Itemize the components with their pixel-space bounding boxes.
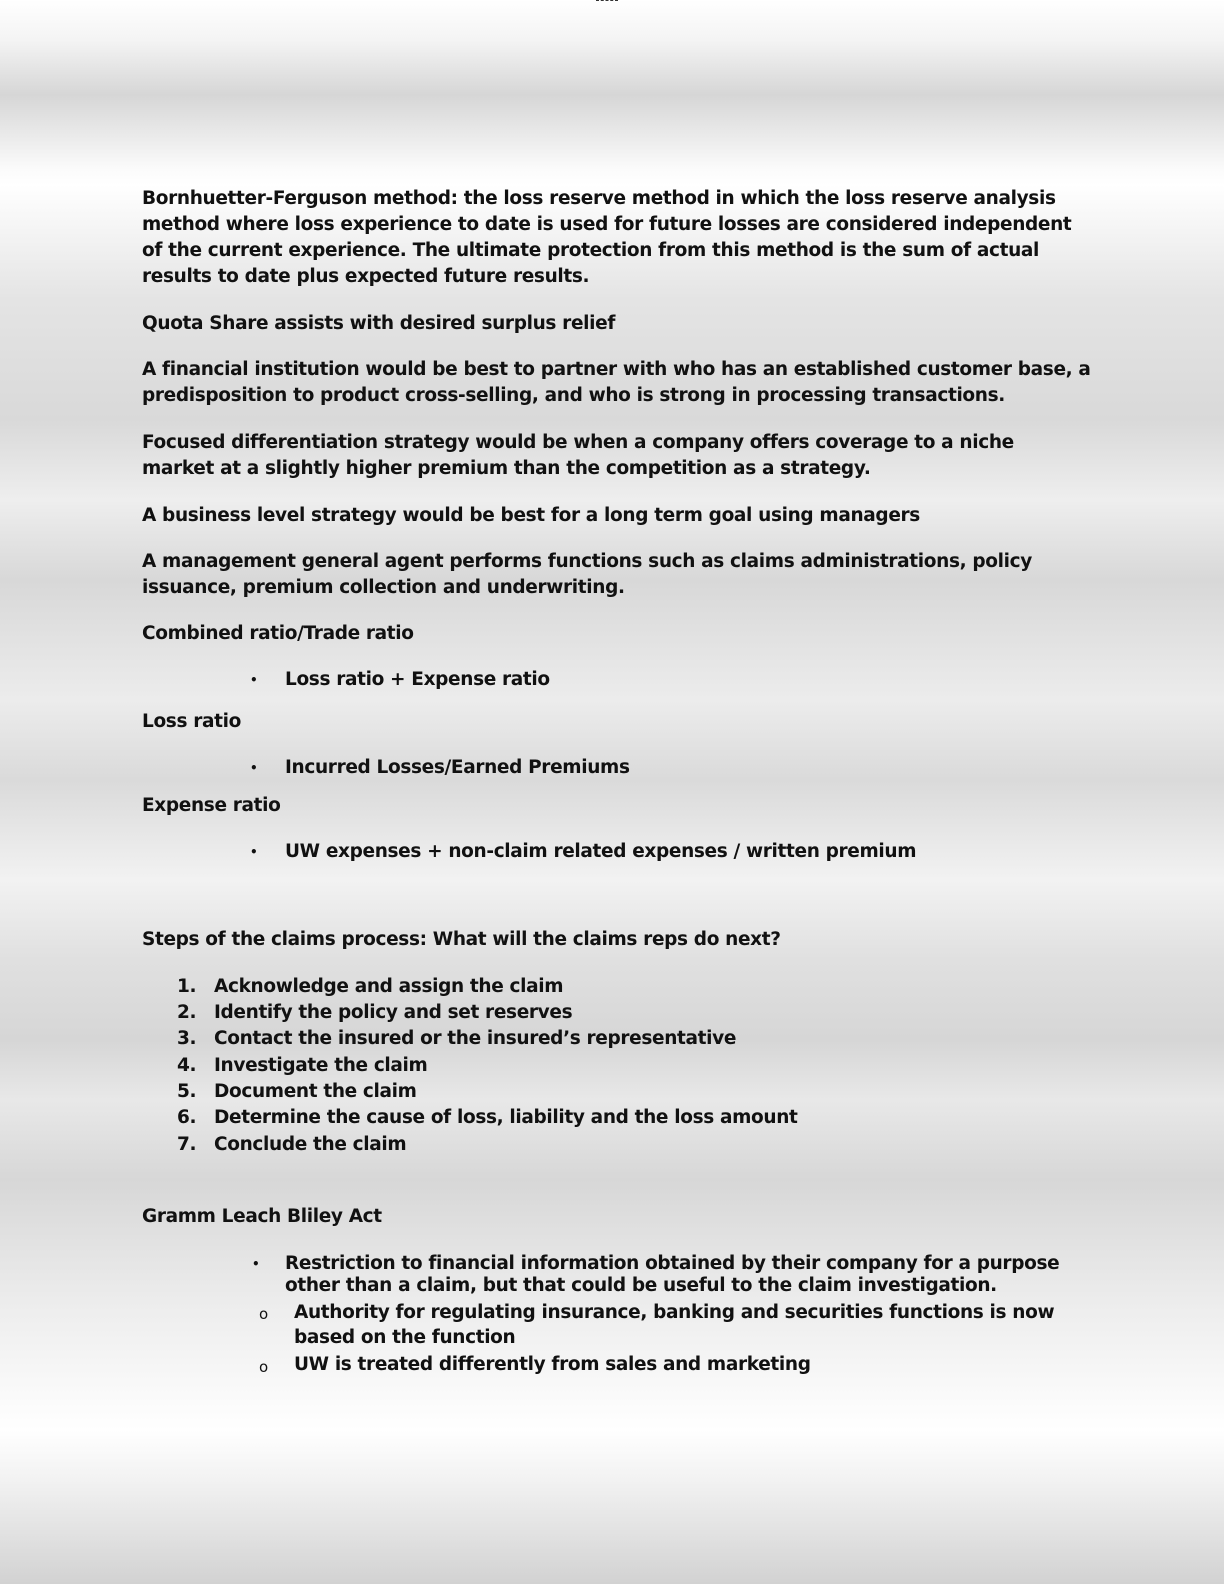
bullet-icon: • [250, 673, 258, 687]
step-text: Document the claim [214, 1081, 417, 1102]
bullet-text: UW expenses + non-claim related expenses / written premium [285, 841, 917, 862]
text-line: predisposition to product cross-selling, and who is strong in processing transactions. [142, 385, 1005, 406]
paragraph-quota-share: Quota Share assists with desired surplus relief [142, 313, 616, 334]
sub-bullet-text: UW is treated differently from sales and marketing [294, 1354, 811, 1375]
bullet-icon: • [252, 1257, 260, 1271]
heading-expense-ratio: Expense ratio [142, 795, 281, 816]
heading-claims-steps: Steps of the claims process: What will the claims reps do next? [142, 929, 781, 950]
bullet-icon: • [250, 761, 258, 775]
step-number: 3. [177, 1028, 197, 1049]
step-number: 4. [177, 1055, 197, 1076]
text-line: of the current experience. The ultimate protection from this method is the sum of actual [142, 240, 1040, 261]
text-line: A management general agent performs functions such as claims administrations, policy [142, 551, 1032, 572]
circle-bullet-icon: o [259, 1358, 268, 1376]
step-text: Identify the policy and set reserves [214, 1002, 573, 1023]
bullet-text: other than a claim, but that could be useful to the claim investigation. [285, 1275, 997, 1296]
bullet-text: Loss ratio + Expense ratio [285, 669, 550, 690]
circle-bullet-icon: o [259, 1305, 268, 1323]
sub-bullet-text: Authority for regulating insurance, banking and securities functions is now [294, 1302, 1055, 1323]
step-number: 1. [177, 976, 197, 997]
step-text: Acknowledge and assign the claim [214, 976, 564, 997]
step-number: 5. [177, 1081, 197, 1102]
sub-bullet-text: based on the function [294, 1327, 516, 1348]
text-line: market at a slightly higher premium than the competition as a strategy. [142, 458, 871, 479]
text-line: issuance, premium collection and underwriting. [142, 577, 625, 598]
step-number: 2. [177, 1002, 197, 1023]
step-text: Determine the cause of loss, liability and the loss amount [214, 1107, 798, 1128]
text-line: Bornhuetter-Ferguson method: the loss reserve method in which the loss reserve analysis [142, 188, 1056, 209]
heading-combined-ratio: Combined ratio/Trade ratio [142, 623, 414, 644]
text-line: Focused differentiation strategy would be when a company offers coverage to a niche [142, 432, 1014, 453]
paragraph-business-strategy: A business level strategy would be best for a long term goal using managers [142, 505, 920, 526]
heading-glba: Gramm Leach Bliley Act [142, 1206, 382, 1227]
step-text: Investigate the claim [214, 1055, 428, 1076]
text-line: A financial institution would be best to partner with who has an established customer base, a [142, 359, 1091, 380]
header-mark [596, 0, 618, 3]
text-line: results to date plus expected future results. [142, 266, 590, 287]
step-number: 7. [177, 1134, 197, 1155]
step-text: Contact the insured or the insured’s representative [214, 1028, 737, 1049]
text-line: method where loss experience to date is used for future losses are considered independent [142, 214, 1072, 235]
step-number: 6. [177, 1107, 197, 1128]
bullet-text: Restriction to financial information obtained by their company for a purpose [285, 1253, 1060, 1274]
bullet-text: Incurred Losses/Earned Premiums [285, 757, 630, 778]
bullet-icon: • [250, 845, 258, 859]
step-text: Conclude the claim [214, 1134, 407, 1155]
heading-loss-ratio: Loss ratio [142, 711, 241, 732]
